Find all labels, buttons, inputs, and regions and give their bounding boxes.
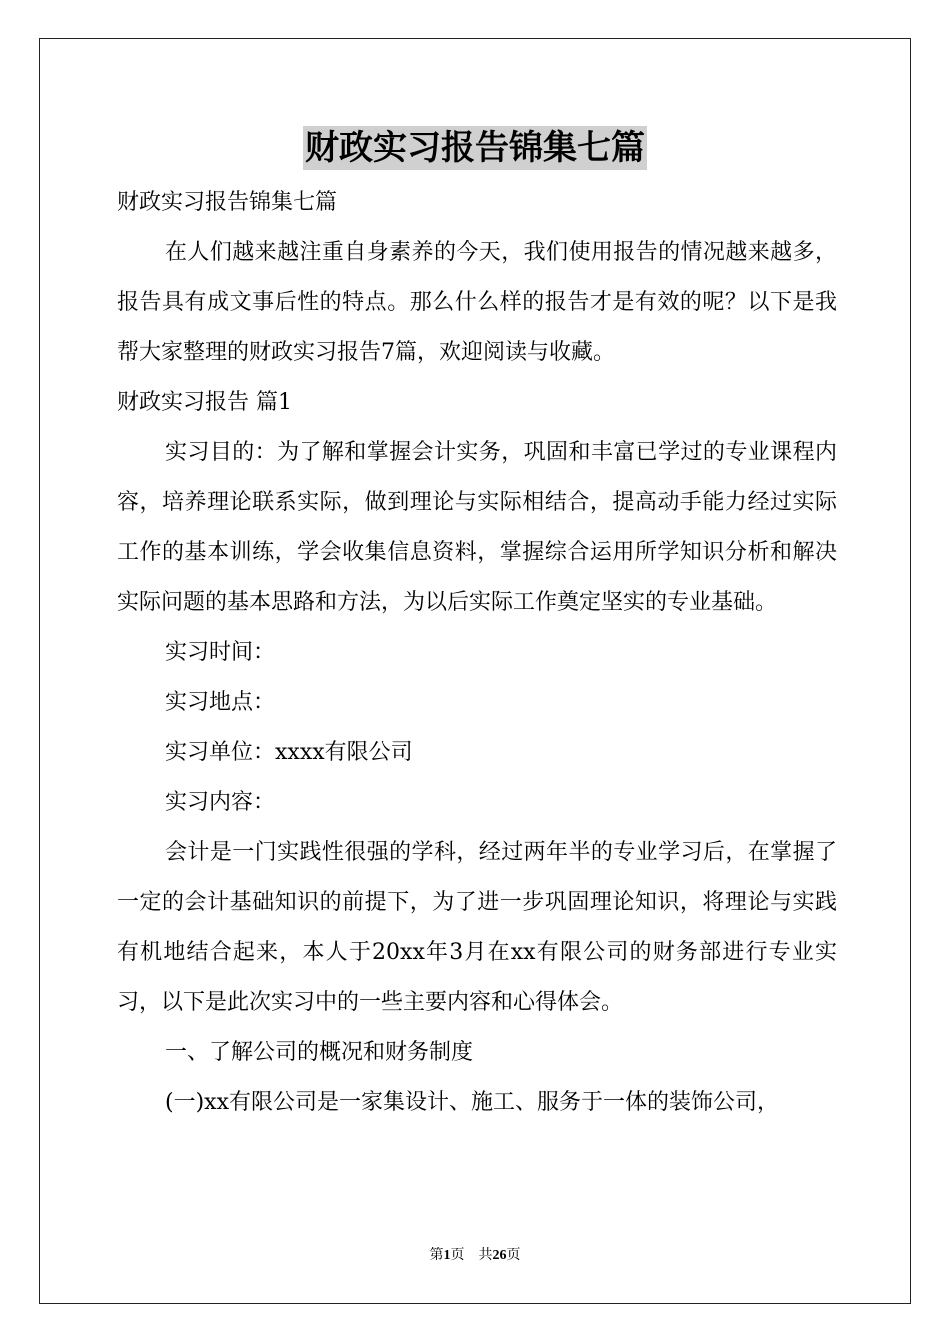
paragraph: 一、了解公司的概况和财务制度 xyxy=(165,1040,474,1065)
paragraph: 实习时间： xyxy=(165,640,276,665)
footer-total-pages: 26 xyxy=(492,1248,507,1263)
footer-total-prefix: 共 xyxy=(478,1248,493,1263)
footer-total-suffix: 页 xyxy=(506,1248,521,1263)
footer-page-suffix: 页 xyxy=(450,1248,465,1263)
paragraph: (一)xx有限公司是一家集设计、施工、服务于一体的装饰公司， xyxy=(165,1090,779,1115)
document-body xyxy=(117,178,837,1128)
paragraph: 实习内容： xyxy=(165,790,276,815)
paragraph: 实习目的：为了解和掌握会计实务，巩固和丰富已学过的专业课程内容，培养理论联系实际，做到理论与实际相结合，提高动手能力经过实际工作的基本训练，学会收集信息资料，掌握综合运用所学知识分析和解决实际问题的基本思路和方法，为以后实际工作奠定坚实的专业基础。 xyxy=(117,440,837,615)
title-wrap xyxy=(0,126,950,170)
page-footer xyxy=(0,1247,950,1265)
paragraph: 财政实习报告锦集七篇 xyxy=(117,190,338,215)
paragraph: 在人们越来越注重自身素养的今天，我们使用报告的情况越来越多，报告具有成文事后性的特点。那么什么样的报告才是有效的呢？以下是我帮大家整理的财政实习报告7篇，欢迎阅读与收藏。 xyxy=(117,240,837,365)
paragraph: 实习地点： xyxy=(165,690,276,715)
paragraph: 实习单位：xxxx有限公司 xyxy=(165,740,413,765)
footer-page-prefix: 第 xyxy=(429,1248,444,1263)
section-heading: 财政实习报告 篇1 xyxy=(117,390,292,415)
paragraph: 会计是一门实践性很强的学科，经过两年半的专业学习后，在掌握了一定的会计基础知识的前提下，为了进一步巩固理论知识，将理论与实践有机地结合起来，本人于20xx年3月在xx有限公司的财务部进行专业实习，以下是此次实习中的一些主要内容和心得体会。 xyxy=(117,840,837,1015)
footer-page-number: 1 xyxy=(443,1248,451,1263)
document-title: 财政实习报告锦集七篇 xyxy=(305,128,645,168)
